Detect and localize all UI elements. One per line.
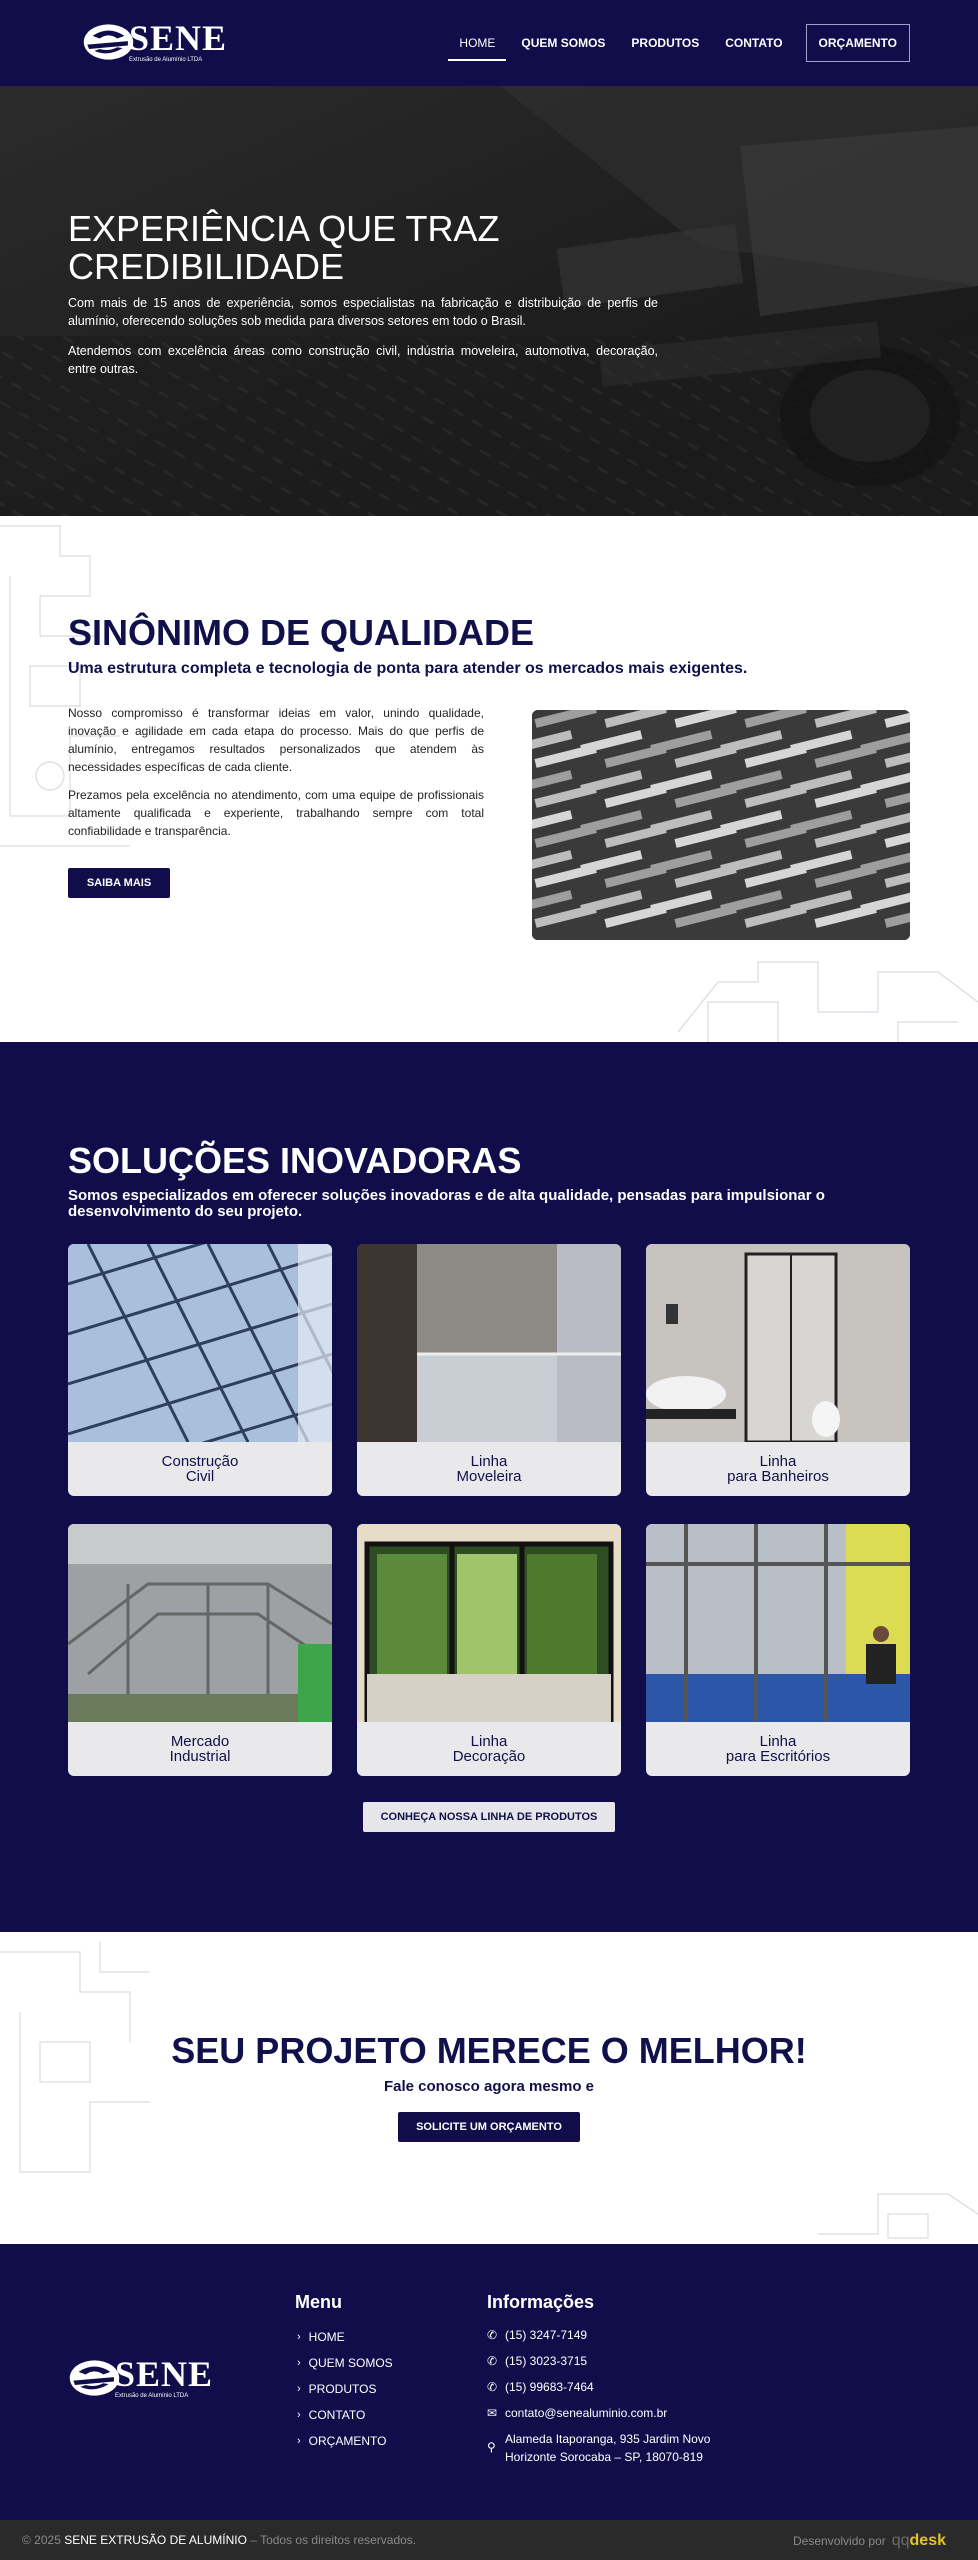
- card-label-line2: Industrial: [169, 1748, 231, 1765]
- logo[interactable]: [82, 18, 227, 66]
- nav-quem-somos[interactable]: QUEM SOMOS: [521, 36, 606, 50]
- nav-produtos[interactable]: PRODUTOS: [631, 36, 700, 50]
- phone-icon: ✆: [487, 2380, 498, 2394]
- solutions-subtitle: Somos especializados em oferecer soluções inovadoras e de alta qualidade, pensadas para impulsionar o desenvolvimento do seu projeto.: [68, 1187, 825, 1220]
- phone-icon: ✆: [487, 2354, 498, 2368]
- cta-title: SEU PROJETO MERECE O MELHOR!: [171, 2030, 807, 2071]
- footer-link-label: PRODUTOS: [308, 2382, 377, 2396]
- cta-subtitle: Fale conosco agora mesmo e: [383, 2078, 595, 2095]
- nav-orcamento-button[interactable]: ORÇAMENTO: [806, 24, 910, 62]
- solution-card-linha-escritorios[interactable]: [646, 1524, 910, 1776]
- developer-logo-prefix: qq: [891, 2532, 910, 2549]
- quality-section: [0, 516, 978, 1042]
- copyright-text: [22, 2533, 416, 2547]
- solution-card-linha-moveleira[interactable]: [357, 1244, 621, 1496]
- saiba-mais-button[interactable]: SAIBA MAIS: [68, 868, 170, 898]
- solution-card-construcao-civil[interactable]: [68, 1244, 332, 1496]
- aluminum-bars-image: [532, 710, 910, 940]
- card-image-factory: [68, 1524, 332, 1722]
- quality-subtitle: Uma estrutura completa e tecnologia de ponta para atender os mercados mais exigentes.: [68, 660, 748, 677]
- copyright-suffix: – Todos os direitos reservados.: [246, 2533, 417, 2547]
- solutions-title: SOLUÇÕES INOVADORAS: [68, 1140, 522, 1181]
- aluminum-bars-illustration: [532, 710, 910, 940]
- footer-info-title: Informações: [487, 2292, 595, 2312]
- hero-paragraph-1: Com mais de 15 anos de experiência, somos especialistas na fabricação e distribuição de perfis de alumínio, oferecendo soluções sob medida para diversos setores em todo o Brasil.: [68, 296, 658, 328]
- footer-link-label: HOME: [308, 2330, 345, 2344]
- footer-email[interactable]: [487, 2404, 667, 2422]
- card-image-glass-building: [68, 1244, 332, 1442]
- mail-icon: ✉: [487, 2406, 498, 2420]
- solution-card-linha-banheiros[interactable]: [646, 1244, 910, 1496]
- card-label-line2: para Banheiros: [727, 1468, 829, 1485]
- site-footer: [0, 2244, 978, 2520]
- cta-section: [0, 1932, 978, 2244]
- solicite-orcamento-button[interactable]: SOLICITE UM ORÇAMENTO: [398, 2112, 580, 2142]
- solutions-section: [0, 1042, 978, 1932]
- hero-title: EXPERIÊNCIA QUE TRAZ CREDIBILIDADE: [68, 208, 500, 287]
- chevron-right-icon: ›: [297, 2383, 301, 2395]
- chevron-right-icon: ›: [297, 2409, 301, 2421]
- card-label-line2: Civil: [185, 1468, 215, 1485]
- phone-text: (15) 99683-7464: [505, 2380, 594, 2394]
- footer-logo[interactable]: [68, 2354, 213, 2402]
- card-label-line1: Construção: [161, 1453, 239, 1470]
- footer-address: [487, 2430, 710, 2466]
- quality-title: SINÔNIMO DE QUALIDADE: [68, 612, 535, 653]
- footer-link-label: CONTATO: [308, 2408, 366, 2422]
- developer-label: Desenvolvido por: [793, 2534, 886, 2548]
- logo-wordmark: SENE: [128, 18, 227, 58]
- blueprint-decoration-cta-right: [818, 2184, 978, 2244]
- card-label-line1: Linha: [759, 1453, 797, 1470]
- footer-phone-1[interactable]: [487, 2326, 587, 2344]
- developer-logo-brand: desk: [909, 2532, 946, 2549]
- logo-swoosh-icon: [82, 19, 135, 65]
- footer-link-produtos[interactable]: [297, 2382, 376, 2396]
- solution-card-linha-decoracao[interactable]: [357, 1524, 621, 1776]
- map-pin-icon: ⚲: [487, 2440, 496, 2454]
- card-label-line1: Linha: [470, 1453, 508, 1470]
- email-text: contato@senealuminio.com.br: [505, 2406, 668, 2420]
- conheca-produtos-button[interactable]: CONHEÇA NOSSA LINHA DE PRODUTOS: [363, 1802, 615, 1832]
- quality-paragraph-2: Prezamos pela excelência no atendimento, com uma equipe de profissionais altamente qualificada e experiente, trabalhando sempre com total confiabilidade e transparência.: [68, 788, 484, 838]
- footer-logo-swoosh-icon: [68, 2355, 121, 2401]
- developer-credit[interactable]: [793, 2532, 946, 2550]
- chevron-right-icon: ›: [297, 2435, 301, 2447]
- footer-link-label: QUEM SOMOS: [308, 2356, 393, 2370]
- address-line-1: Alameda Itaporanga, 935 Jardim Novo: [505, 2432, 711, 2446]
- copyright-brand: SENE EXTRUSÃO DE ALUMÍNIO: [64, 2533, 247, 2547]
- hero-paragraph-2: Atendemos com excelência áreas como construção civil, indústria moveleira, automotiva, decoração, entre outras.: [68, 344, 658, 376]
- footer-link-contato[interactable]: [297, 2408, 365, 2422]
- footer-link-quem-somos[interactable]: [297, 2356, 393, 2370]
- solution-card-mercado-industrial[interactable]: [68, 1524, 332, 1776]
- footer-logo-tagline: Extrusão de Alumínio LTDA: [114, 2393, 189, 2399]
- footer-logo-wordmark: SENE: [114, 2354, 213, 2394]
- card-image-office: [646, 1524, 910, 1722]
- chevron-right-icon: ›: [297, 2357, 301, 2369]
- nav-home[interactable]: HOME: [448, 26, 506, 61]
- card-label-line1: Linha: [470, 1733, 508, 1750]
- footer-phone-2[interactable]: [487, 2352, 587, 2370]
- card-label-line2: para Escritórios: [725, 1748, 831, 1765]
- card-label-line2: Decoração: [452, 1748, 526, 1765]
- main-nav: [444, 24, 910, 62]
- copyright-prefix: © 2025: [22, 2533, 65, 2547]
- hero-section: [0, 86, 978, 516]
- card-image-glass-doors: [357, 1524, 621, 1722]
- address-line-2: Horizonte Sorocaba – SP, 18070-819: [505, 2450, 703, 2464]
- blueprint-decoration-right: [678, 952, 978, 1042]
- card-label-line1: Mercado: [170, 1733, 230, 1750]
- phone-text: (15) 3023-3715: [505, 2354, 588, 2368]
- nav-contato[interactable]: CONTATO: [725, 36, 783, 50]
- footer-menu-title: Menu: [295, 2292, 342, 2312]
- site-header: [0, 0, 978, 86]
- footer-link-orcamento[interactable]: [297, 2434, 386, 2448]
- card-label-line2: Moveleira: [456, 1468, 522, 1485]
- phone-text: (15) 3247-7149: [505, 2328, 588, 2342]
- footer-link-label: ORÇAMENTO: [308, 2434, 387, 2448]
- chevron-right-icon: ›: [297, 2331, 301, 2343]
- quality-paragraph-1: Nosso compromisso é transformar ideias em valor, unindo qualidade, inovação e agilidade em cada etapa do processo. Mais do que perfis de alumínio, entregamos resultados personalizados que atendem às necessidades específicas de cada cliente.: [68, 706, 484, 774]
- card-image-bathroom: [646, 1244, 910, 1442]
- logo-tagline: Extrusão de Alumínio LTDA: [128, 57, 203, 63]
- developer-logo: [892, 2532, 946, 2550]
- footer-link-home[interactable]: [297, 2330, 345, 2344]
- footer-phone-3[interactable]: [487, 2378, 594, 2396]
- copyright-bar: [0, 2520, 978, 2560]
- card-image-kitchen-cabinet: [357, 1244, 621, 1442]
- card-label-line1: Linha: [759, 1733, 797, 1750]
- phone-icon: ✆: [487, 2328, 498, 2342]
